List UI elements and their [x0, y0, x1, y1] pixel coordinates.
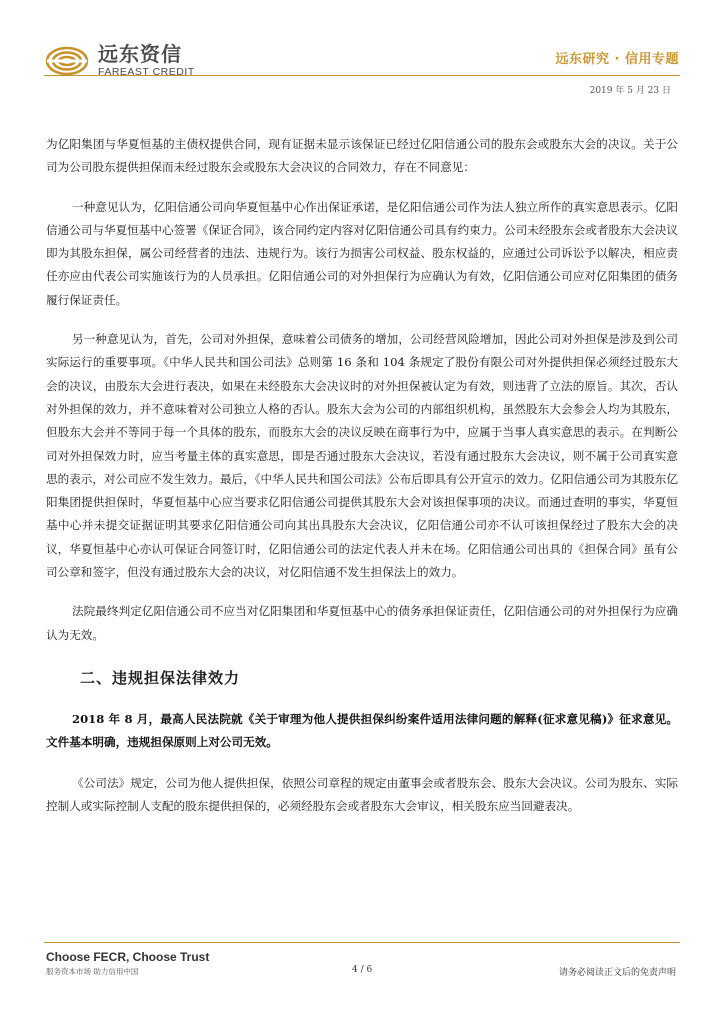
- paragraph-supreme-court: 2018 年 8 月，最高人民法院就《关于审理为他人提供担保纠纷案件适用法律问题的解释(征求意见稿)》征求意见。文件基本明确，违规担保原则上对公司无效。: [46, 711, 678, 750]
- header-divider: [44, 75, 680, 76]
- company-logo: [44, 38, 195, 84]
- page-number: 4 / 6: [352, 965, 373, 975]
- footer-disclaimer: 请务必阅读正文后的免责声明: [558, 968, 676, 978]
- document-body: [46, 133, 678, 818]
- footer-slogan: 服务资本市场 助力信用中国: [46, 967, 139, 976]
- fareast-logo-icon: [44, 38, 90, 84]
- page-header: [0, 0, 724, 100]
- paragraph-continuation: 为亿阳集团与华夏恒基的主债权提供合同，现有证据未显示该保证已经过亿阳信通公司的股东会或股东大会的决议。关于公司为公司股东提供担保而未经过股东会或股东大会决议的合同效力，存在不同意见：: [46, 137, 678, 175]
- report-series: 远东研究 · 信用专题: [555, 52, 679, 67]
- paragraph-opinion-two: 另一种意见认为，首先，公司对外担保，意味着公司债务的增加，公司经营风险增加，因此公司对外担保是涉及到公司实际运行的重要事项。《中华人民共和国公司法》总则第 16 条和 104 条规定了股份有限公司对外提供担保必须经过股东大会的决议，由股东大会进行表决，如果在未经股东大会决议时的对外担保被认定为有效，则违背了立法的原旨。其次，否认对外担保的效力，并不意味着对公司独立人格的否认。股东大会为公司的内部组织机构，虽然股东大会参会人均为其股东，但股东大会并不等同于每一个具体的股东，而股东大会的决议反映在商事行为中，应属于当事人真实意思的表示。在判断公司对外担保效力时，应当考量主体的真实意思，即是否通过股东大会决议，若没有通过股东大会决议，则不属于公司真实意思的表示，对公司应不发生效力。最后，《中华人民共和国公司法》公布后即具有公开宣示的效力。亿阳信通公司为其股东亿阳集团提供担保时，华夏恒基中心应当要求亿阳信通公司提供其股东大会对该担保事项的决议。而通过查明的事实，华夏恒基中心并未提交证据证明其要求亿阳信通公司向其出具股东大会决议，亿阳信通公司亦不认可该担保经过了股东大会的决议，华夏恒基中心亦认可保证合同签订时，亿阳信通公司的法定代表人并未在场。亿阳信通公司出具的《担保合同》虽有公司公章和签字，但没有通过股东大会的决议，对亿阳信通不发生担保法上的效力。: [46, 332, 678, 580]
- paragraph-court-ruling: 法院最终判定亿阳信通公司不应当对亿阳集团和华夏恒基中心的债务承担保证责任，亿阳信通公司的对外担保行为应确认为无效。: [46, 604, 678, 642]
- footer-brand: Choose FECR, Choose Trust: [46, 950, 210, 964]
- paragraph-company-law: 《公司法》规定，公司为他人提供担保，依照公司章程的规定由董事会或者股东会、股东大会决议。公司为股东、实际控制人或实际控制人支配的股东提供担保的，必须经股东会或者股东大会审议，相关股东应当回避表决。: [46, 775, 678, 813]
- logo-english-name: FAREAST CREDIT: [98, 66, 195, 78]
- report-date: 2019 年 5 月 23 日: [589, 86, 671, 96]
- section-heading: 二、违规担保法律效力: [80, 668, 241, 687]
- logo-chinese-name: 远东资信: [98, 42, 182, 66]
- footer-divider: [44, 942, 680, 943]
- paragraph-opinion-one: 一种意见认为，亿阳信通公司向华夏恒基中心作出保证承诺，是亿阳信通公司作为法人独立所作的真实意思表示。亿阳信通公司与华夏恒基中心签署《保证合同》，该合同约定内容对亿阳信通公司具有约束力。公司未经股东会或者股东大会决议即为其股东担保，属公司经营者的违法、违规行为。该行为损害公司权益、股东权益的，应通过公司诉讼予以解决，相应责任亦应由代表公司实施该行为的人员承担。亿阳信通公司的对外担保行为应确认为有效，亿阳信通公司应对亿阳集团的债务履行保证责任。: [46, 199, 678, 307]
